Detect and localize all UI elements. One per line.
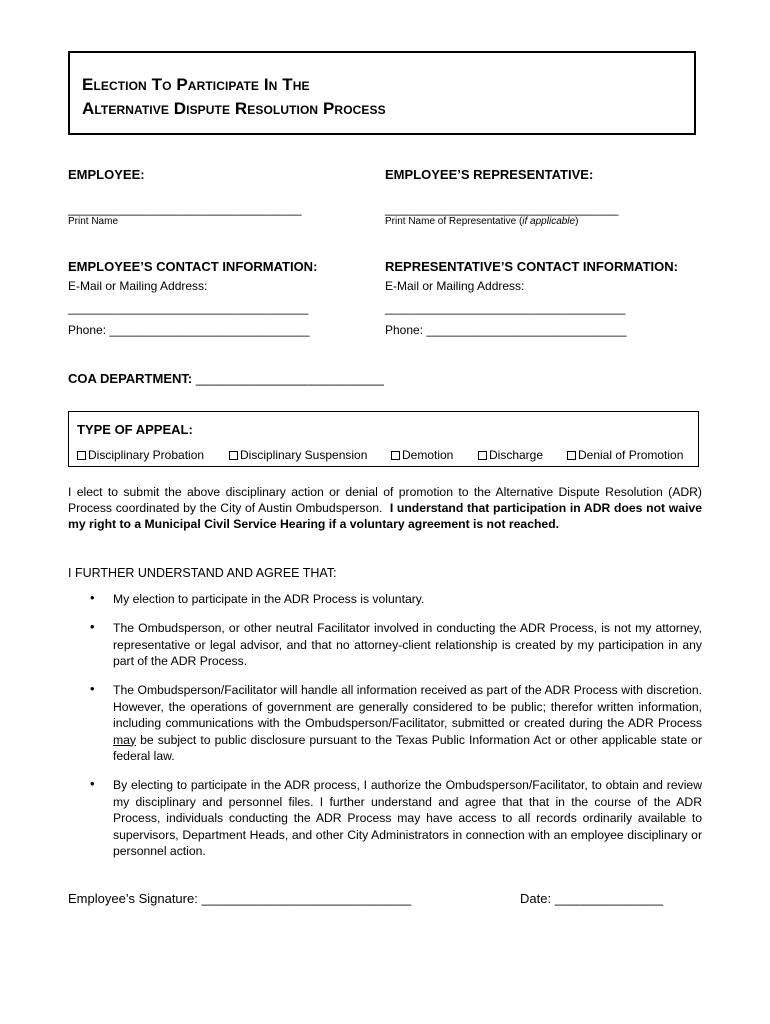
checkbox-icon[interactable]	[391, 451, 400, 460]
representative-heading: EMPLOYEE’S REPRESENTATIVE:	[385, 167, 594, 182]
employee-phone-label: Phone:	[68, 323, 107, 337]
employee-name-label: Print Name	[68, 216, 119, 227]
checkbox-icon[interactable]	[567, 451, 576, 460]
representative-name-field[interactable]: ___________________________________	[385, 202, 619, 216]
bullet-icon: •	[90, 590, 95, 605]
appeal-option-label: Disciplinary Probation	[88, 448, 205, 462]
type-of-appeal-box	[68, 411, 699, 467]
election-bold-text: I understand that participation in ADR does not waive my right to a Municipal Civil Service Hearing if a voluntary agreement is not reached.	[68, 501, 702, 531]
employee-contact-heading: EMPLOYEE’S CONTACT INFORMATION:	[68, 259, 318, 274]
title-box	[68, 51, 696, 135]
date-field[interactable]: _______________	[554, 891, 664, 906]
bullet-icon: •	[90, 681, 95, 696]
representative-address-field[interactable]: ____________________________________	[385, 301, 626, 315]
representative-name-label	[385, 216, 578, 227]
agreement-bullet-2: The Ombudsperson, or other neutral Facilitator involved in conducting the ADR Process, is not my attorney, representative or legal advisor, and that no attorney-client relationship is created by my participation in any part of the ADR Process.	[113, 621, 702, 668]
appeal-option-denial[interactable]	[567, 448, 683, 462]
representative-name-label-italic: if applicable	[522, 216, 576, 227]
representative-phone-label: Phone:	[385, 323, 424, 337]
department-row	[68, 371, 384, 386]
department-field[interactable]: __________________________	[195, 371, 384, 386]
employee-address-label: E-Mail or Mailing Address:	[68, 279, 208, 293]
representative-name-label-prefix: Print Name of Representative (	[385, 216, 523, 227]
agreement-bullet-1: My election to participate in the ADR Process is voluntary.	[113, 592, 425, 606]
agreement-bullet-3	[113, 682, 702, 765]
employee-phone-field[interactable]: ______________________________	[109, 323, 310, 337]
signature-label: Employee’s Signature:	[68, 891, 198, 906]
representative-address-label: E-Mail or Mailing Address:	[385, 279, 525, 293]
bullet-icon: •	[90, 619, 95, 634]
bullet-3-underlined-word: may	[113, 732, 137, 747]
signature-row	[68, 891, 411, 906]
appeal-option-label: Demotion	[402, 448, 454, 462]
signature-field[interactable]: _____________________________	[201, 891, 412, 906]
employee-address-field[interactable]: ____________________________________	[68, 301, 309, 315]
election-text: I elect to submit the above disciplinary action or denial of promotion to the Alternative Dispute Resolution (ADR) Process coordinated by the City of Austin Ombudsperson.	[68, 485, 702, 515]
employee-phone-row	[68, 323, 310, 337]
agreement-heading: I FURTHER UNDERSTAND AND AGREE THAT:	[68, 566, 337, 580]
checkbox-icon[interactable]	[77, 451, 86, 460]
appeal-option-suspension[interactable]	[229, 448, 367, 462]
date-label: Date:	[520, 891, 552, 906]
bullet-icon: •	[90, 776, 95, 791]
department-label: COA DEPARTMENT:	[68, 371, 193, 386]
appeal-heading: TYPE OF APPEAL:	[77, 422, 193, 437]
appeal-option-label: Discharge	[489, 448, 544, 462]
representative-name-label-suffix: )	[575, 216, 579, 227]
appeal-option-label: Disciplinary Suspension	[240, 448, 368, 462]
employee-name-field[interactable]: ___________________________________	[68, 202, 302, 216]
bullet-3-text-post: be subject to public disclosure pursuant to the Texas Public Information Act or other applicable state or federal law.	[113, 732, 703, 763]
representative-phone-row	[385, 323, 627, 337]
agreement-bullet-4: By electing to participate in the ADR process, I authorize the Ombudsperson/Facilitator, to obtain and review my disciplinary and personnel files. I further understand and agree that that in the course of the ADR Process, individuals conducting the ADR Process may have access to all records ordinarily available to supervisors, Department Heads, and other City Administrators in connection with an employee disciplinary or personnel action.	[113, 778, 702, 858]
representative-contact-heading: REPRESENTATIVE’S CONTACT INFORMATION:	[385, 259, 678, 274]
form-title-line-1: Election To Participate In The	[82, 75, 310, 94]
election-paragraph	[68, 484, 702, 532]
employee-heading: EMPLOYEE:	[68, 167, 145, 182]
checkbox-icon[interactable]	[478, 451, 487, 460]
representative-phone-field[interactable]: ______________________________	[426, 323, 627, 337]
date-row	[520, 891, 663, 906]
appeal-option-label: Denial of Promotion	[578, 448, 684, 462]
appeal-option-discharge[interactable]	[478, 448, 543, 462]
form-title-line-2: Alternative Dispute Resolution Process	[82, 99, 386, 118]
bullet-3-text-pre: The Ombudsperson/Facilitator will handle all information received as part of the ADR Process with discretion. However, the operations of government are generally considered to be public; therefor written information, including communications with the Ombudsperson/Facilitator, submitted or created during the ADR Process	[113, 683, 702, 730]
appeal-option-demotion[interactable]	[391, 448, 453, 462]
checkbox-icon[interactable]	[229, 451, 238, 460]
appeal-option-probation[interactable]	[77, 448, 204, 462]
